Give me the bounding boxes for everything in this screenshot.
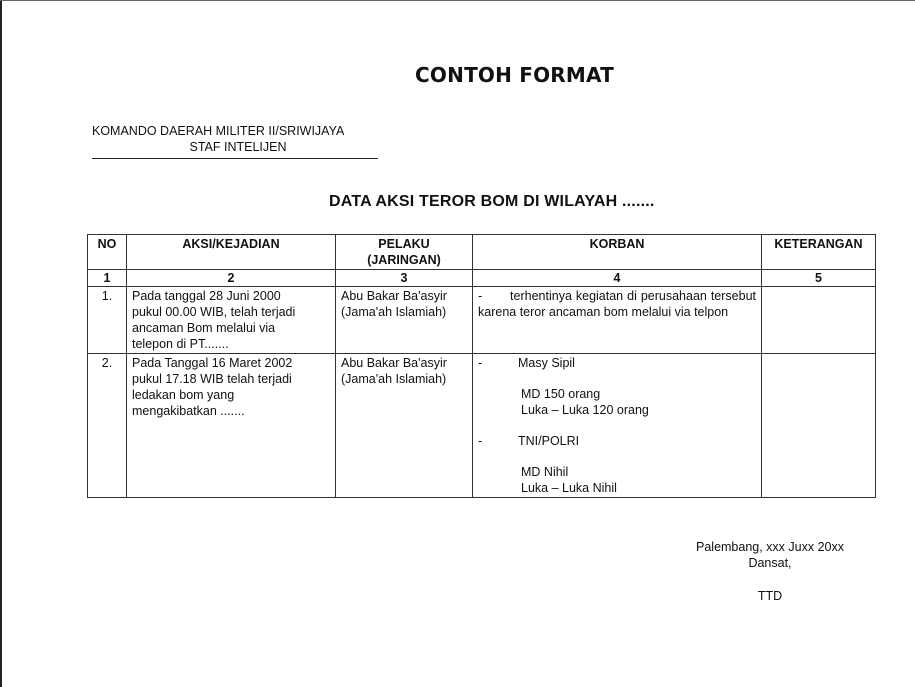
korban-detail: Luka – Luka Nihil <box>521 481 617 495</box>
pelaku-cell <box>336 287 473 354</box>
header-pelaku-line2: (JARINGAN) <box>367 253 441 267</box>
pelaku-line: Abu Bakar Ba'asyir <box>341 289 447 303</box>
row-number: 2. <box>88 354 127 498</box>
table-row <box>88 287 876 354</box>
org-unit: STAF INTELIJEN <box>189 140 287 154</box>
spacer <box>478 371 756 386</box>
korban-detail: MD Nihil <box>521 465 569 479</box>
row-number: 1. <box>88 287 127 354</box>
column-number: 2 <box>127 270 336 287</box>
bullet-dash: - <box>478 434 483 448</box>
column-number: 3 <box>336 270 473 287</box>
korban-cell <box>473 354 762 498</box>
aksi-cell <box>127 287 336 354</box>
terror-data-table <box>87 234 876 498</box>
column-number: 4 <box>473 270 762 287</box>
bullet-dash: - <box>478 356 483 370</box>
aksi-line: ledakan bom yang <box>132 388 235 402</box>
header-aksi: AKSI/KEJADIAN <box>127 235 336 270</box>
keterangan-cell <box>762 287 876 354</box>
header-no: NO <box>88 235 127 270</box>
org-underline <box>92 158 378 159</box>
korban-detail: Luka – Luka 120 orang <box>521 403 649 417</box>
header-pelaku <box>336 235 473 270</box>
pelaku-line: Abu Bakar Ba'asyir <box>341 356 447 370</box>
column-number-row <box>88 270 876 287</box>
korban-group-label: TNI/POLRI <box>518 434 580 448</box>
table-row <box>88 354 876 498</box>
bullet-dash: - <box>478 289 483 303</box>
signer-position: Dansat, <box>748 556 792 570</box>
organization-header <box>92 123 380 155</box>
aksi-line: ancaman Bom melalui via <box>132 321 276 335</box>
header-pelaku-line1: PELAKU <box>378 237 430 251</box>
pelaku-line: (Jama'ah Islamiah) <box>341 372 447 386</box>
korban-group-label: Masy Sipil <box>518 356 575 370</box>
scan-edge-top <box>0 0 915 1</box>
scan-edge <box>0 0 2 687</box>
table-header-row <box>88 235 876 270</box>
pelaku-cell <box>336 354 473 498</box>
aksi-cell <box>127 354 336 498</box>
pelaku-line: (Jama'ah Islamiah) <box>341 305 447 319</box>
aksi-line: Pada tanggal 28 Juni 2000 <box>132 289 281 303</box>
aksi-line: mengakibatkan ....... <box>132 404 245 418</box>
korban-text <box>478 288 756 320</box>
header-keterangan: KETERANGAN <box>762 235 876 270</box>
korban-group-heading <box>478 355 756 371</box>
column-number: 5 <box>762 270 876 287</box>
signature-ttd: TTD <box>757 589 783 603</box>
keterangan-cell <box>762 354 876 498</box>
page-title: CONTOH FORMAT <box>415 63 614 87</box>
signature-block <box>684 539 856 604</box>
header-korban: KORBAN <box>473 235 762 270</box>
org-name: KOMANDO DAERAH MILITER II/SRIWIJAYA <box>92 124 345 138</box>
aksi-line: Pada Tanggal 16 Maret 2002 <box>132 356 293 370</box>
spacer <box>478 418 756 433</box>
spacer <box>478 449 756 464</box>
aksi-line: telepon di PT....... <box>132 337 229 351</box>
korban-description: terhentinya kegiatan di perusahaan tersebut karena teror ancaman bom melalui via telpon <box>478 289 757 319</box>
place-date: Palembang, xxx Juxx 20xx <box>696 540 844 554</box>
korban-cell <box>473 287 762 354</box>
aksi-line: pukul 17.18 WIB telah terjadi <box>132 372 292 386</box>
korban-detail: MD 150 orang <box>521 387 601 401</box>
aksi-line: pukul 00.00 WIB, telah terjadi <box>132 305 296 319</box>
korban-group-heading <box>478 433 756 449</box>
column-number: 1 <box>88 270 127 287</box>
document-title: DATA AKSI TEROR BOM DI WILAYAH ....... <box>329 193 655 210</box>
